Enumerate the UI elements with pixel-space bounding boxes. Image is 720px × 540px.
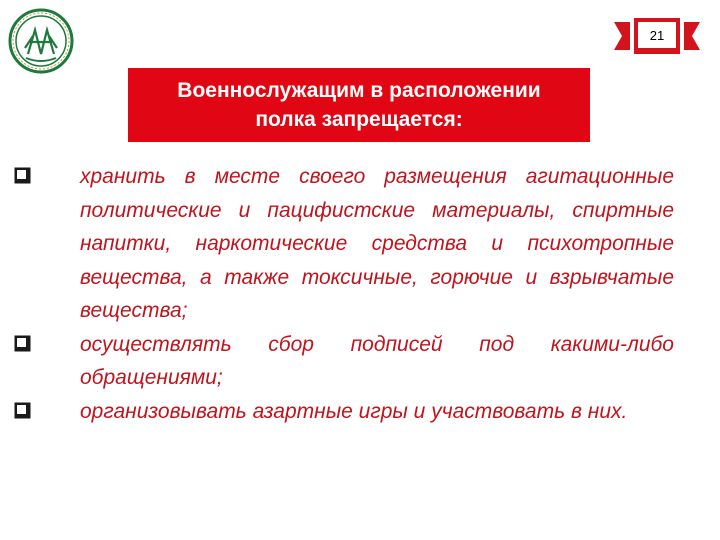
bullet-list: [14, 160, 674, 428]
list-item: [14, 395, 674, 429]
list-item: [14, 328, 674, 395]
bullet-text: хранить в месте своего размещения агитационные политические и пацифистские материалы, спиртные напитки, наркотические средства и психотропные вещества, а также токсичные, горючие и взрывчатые вещества;: [80, 165, 674, 322]
checkbox-bullet-icon: [14, 167, 31, 184]
page-number: 21: [649, 27, 665, 43]
page-number-badge: [612, 14, 702, 58]
slide-title: [128, 68, 590, 142]
emblem-logo-icon: [8, 8, 74, 74]
title-line-1: Военнослужащим в расположении: [177, 79, 541, 102]
list-item: [14, 160, 674, 328]
checkbox-bullet-icon: [14, 402, 31, 419]
bullet-text: осуществлять сбор подписей под какими-либо обращениями;: [80, 332, 674, 389]
bullet-text: организовывать азартные игры и участвовать в них.: [80, 399, 628, 423]
checkbox-bullet-icon: [14, 335, 31, 352]
title-line-2: полка запрещается:: [255, 108, 463, 131]
